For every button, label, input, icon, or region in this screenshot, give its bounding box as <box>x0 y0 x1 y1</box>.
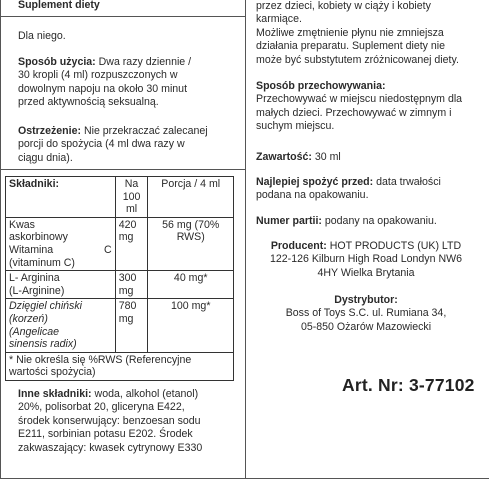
best-before-label: Najlepiej spożyć przed: <box>256 176 374 188</box>
table-row <box>6 271 234 299</box>
storage-section <box>256 80 478 134</box>
usage-line-4: przed aktywnością seksualną. <box>18 96 159 109</box>
other-line-1: woda, alkohol (etanol) <box>91 388 199 400</box>
per-100ml-value: 300 <box>118 272 137 285</box>
content-label: Zawartość: <box>256 151 312 163</box>
other-line-3: środek konserwujący: benzoesan sodu <box>18 414 201 427</box>
distributor-label: Dystrybutor: <box>334 294 398 306</box>
ingredient-name <box>6 217 116 270</box>
per-100ml-unit: mg <box>118 312 134 325</box>
intro-section <box>256 0 478 67</box>
other-ingredients-section <box>18 388 232 455</box>
table-header-row <box>6 177 234 218</box>
table-row <box>6 299 234 352</box>
ingredient-name-line: (korzeń) <box>9 312 48 325</box>
ingredients-table <box>5 176 234 381</box>
header-per-100ml <box>115 177 148 218</box>
ingredient-name <box>6 299 116 352</box>
ingredient-name-line: sinensis radix) <box>9 338 77 351</box>
ingredient-name-part: Witamina <box>9 243 54 256</box>
intro-line-5: może być substytutem zróżnicowanej diety. <box>256 53 459 66</box>
batch-section <box>256 215 437 228</box>
storage-line-2: małych dzieci. Przechowywać w zimnym i <box>256 106 452 119</box>
header-per-100ml-line-1: Na <box>124 178 139 190</box>
distributor-line-2: 05-850 Ożarów Mazowiecki <box>300 320 432 333</box>
other-line-5: zakwaszający: kwasek cytrynowy E330 <box>18 441 203 454</box>
table-top-divider <box>0 169 245 170</box>
column-divider <box>245 0 246 478</box>
header-per-100ml-line-2: 100 <box>122 190 141 203</box>
per-100ml-value: 780 <box>118 300 137 313</box>
ingredient-per-100ml <box>115 271 148 299</box>
distributor-line-1: Boss of Toys S.C. ul. Rumiana 34, <box>285 307 447 320</box>
supplement-header: Suplement diety <box>18 0 100 11</box>
per-100ml-unit: mg <box>118 231 134 244</box>
ingredient-name-part: C <box>104 243 112 256</box>
per-100ml-value: 420 <box>118 218 137 231</box>
usage-line-3: dowolnym napoju na około 30 minut <box>18 82 188 95</box>
table-row <box>6 217 234 270</box>
batch-label: Numer partii: <box>256 215 322 227</box>
other-ingredients-label: Inne składniki: <box>18 388 92 400</box>
best-before-line-2: podana na opakowaniu. <box>256 189 369 202</box>
ingredient-name-line: L- Arginina <box>9 272 60 285</box>
best-before-line-1: data trwałości <box>373 176 441 188</box>
ingredient-name-line: (L-Arginine) <box>9 284 65 297</box>
rws-note-line-2: wartości spożycia) <box>9 366 96 379</box>
usage-line-1: Dwa razy dziennie / <box>95 56 192 68</box>
other-line-2: 20%, polisorbat 20, gliceryna E422, <box>18 401 185 414</box>
warning-line-2: porcji do spożycia (4 ml dwa razy w <box>18 138 185 151</box>
ingredient-name-line <box>9 244 112 257</box>
header-per-100ml-line-3: ml <box>125 203 138 216</box>
article-number: Art. Nr: 3-77102 <box>342 375 475 395</box>
producer-section <box>250 240 482 280</box>
intro-line-1: przez dzieci, kobiety w ciąży i kobiety <box>256 0 431 12</box>
producer-line-1: HOT PRODUCTS (UK) LTD <box>326 240 462 252</box>
producer-label: Producent: <box>270 240 327 252</box>
ingredient-portion <box>148 217 234 270</box>
for-him-text: Dla niego. <box>18 30 66 42</box>
ingredient-portion <box>148 271 234 299</box>
intro-line-2: karmiące. <box>256 13 302 26</box>
storage-line-1: Przechowywać w miejscu niedostępnym dla <box>256 93 463 106</box>
content-value: 30 ml <box>311 151 341 163</box>
producer-line-2: 122-126 Kilburn High Road Londyn NW6 <box>270 253 462 266</box>
rws-note-line-1: * Nie określa się %RWS (Referencyjne <box>9 353 192 366</box>
ingredient-name-line: askorbinowy <box>9 231 68 244</box>
warning-line-3: ciągu dnia). <box>18 151 73 164</box>
usage-line-2: 30 kropli (4 ml) rozpuszczonych w <box>18 69 178 82</box>
usage-label: Sposób użycia: <box>18 56 96 68</box>
header-ingredients: Składniki: <box>6 177 116 218</box>
per-100ml-unit: mg <box>118 284 134 297</box>
content-section <box>256 151 341 164</box>
warning-line-1: Nie przekraczać zalecanej <box>81 125 208 137</box>
distributor-section <box>250 294 482 334</box>
header-portion: Porcja / 4 ml <box>148 177 234 218</box>
ingredient-name <box>6 271 116 299</box>
other-line-4: E211, sorbinian potasu E202. Środek <box>18 428 193 441</box>
header-divider <box>0 16 245 17</box>
ingredient-per-100ml <box>115 299 148 352</box>
rws-note <box>6 352 234 380</box>
storage-line-3: suchym miejscu. <box>256 120 335 133</box>
warning-label: Ostrzeżenie: <box>18 125 81 137</box>
ingredient-name-line: (vitaminum C) <box>9 256 75 269</box>
portion-value: 40 mg* <box>173 272 208 285</box>
ingredient-per-100ml <box>115 217 148 270</box>
intro-line-3: Możliwe zmętnienie płynu nie zmniejsza <box>256 26 444 39</box>
ingredient-name-line: (Angelicae <box>9 325 60 338</box>
portion-value: 100 mg* <box>170 300 211 313</box>
ingredient-name-line: Dzięgiel chiński <box>9 300 83 313</box>
batch-value: podany na opakowaniu. <box>321 215 437 227</box>
portion-rws: RWS) <box>176 231 205 244</box>
usage-section <box>18 56 232 110</box>
ingredient-portion <box>148 299 234 352</box>
table-note-row <box>6 352 234 380</box>
ingredient-name-line: Kwas <box>9 218 35 231</box>
storage-label: Sposób przechowywania: <box>256 80 386 92</box>
warning-section <box>18 125 232 165</box>
best-before-section <box>256 176 478 203</box>
portion-value: 56 mg (70% <box>162 218 220 231</box>
producer-line-3: 4HY Wielka Brytania <box>317 266 415 279</box>
intro-line-4: działania preparatu. Suplement diety nie <box>256 40 446 53</box>
